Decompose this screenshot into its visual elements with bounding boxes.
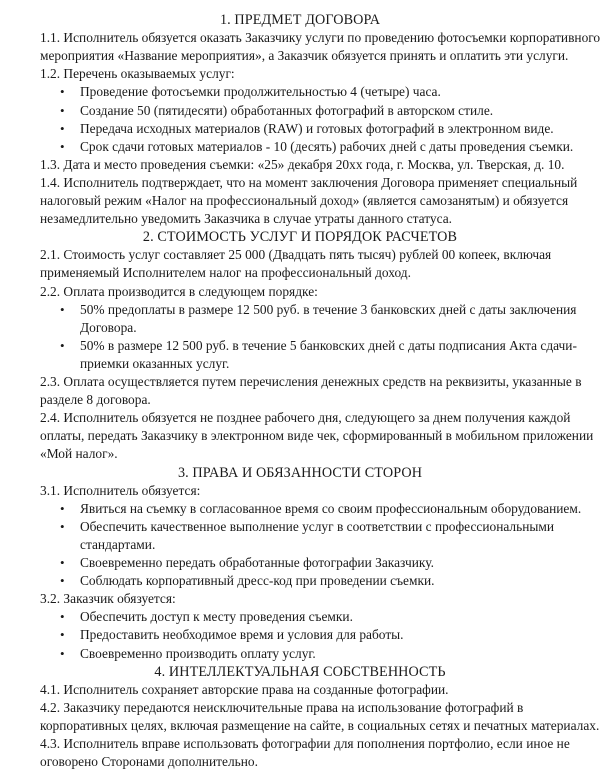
clause-text-line: разделе 8 договора. <box>40 392 151 408</box>
list-item-text-line: Своевременно производить оплату услуг. <box>80 645 316 661</box>
clause-text-line: корпоративных целях, включая размещение на сайте, в социальных сетях и печатных материалах. <box>40 717 600 733</box>
list-item-text-line: Создание 50 (пятидесяти) обработанных фотографий в авторском стиле. <box>80 102 494 118</box>
bullet-icon: • <box>60 500 65 516</box>
list-item-text-line: Явиться на съемку в согласованное время со своим профессиональным оборудованием. <box>80 500 582 516</box>
list-item-text-line: Срок сдачи готовых материалов - 10 (десять) рабочих дней с даты проведения съемки. <box>80 138 574 154</box>
clause-text-line: 1.2. Перечень оказываемых услуг: <box>40 66 235 82</box>
list-item-text-line: Обеспечить качественное выполнение услуг в соответствии с профессиональными <box>80 518 555 534</box>
list-item-text-line: Обеспечить доступ к месту проведения съемки. <box>80 609 353 625</box>
clause-text-line: 2.4. Исполнитель обязуется не позднее рабочего дня, следующего за днем получения каждой <box>40 410 571 426</box>
bullet-icon: • <box>60 573 65 589</box>
clause-text-line: 2.2. Оплата производится в следующем порядке: <box>40 283 318 299</box>
list-item-text-line: стандартами. <box>80 536 156 552</box>
clause-text-line: применяемый Исполнителем налог на профессиональный доход. <box>40 265 411 281</box>
list-item-text-line: Договора. <box>80 319 137 335</box>
section-heading: 1. ПРЕДМЕТ ДОГОВОРА <box>219 12 381 28</box>
list-item-text-line: Соблюдать корпоративный дресс-код при проведении съемки. <box>80 573 435 589</box>
bullet-icon: • <box>60 120 65 136</box>
clause-text-line: мероприятия «Название мероприятия», а Заказчик обязуется принять и оплатить эти услуги. <box>40 48 569 64</box>
list-item-text-line: 50% предоплаты в размере 12 500 руб. в течение 3 банковских дней с даты заключения <box>80 301 577 317</box>
list-item-text-line: Своевременно передать обработанные фотографии Заказчику. <box>80 555 434 570</box>
clause-text-line: 4.3. Исполнитель вправе использовать фотографии для пополнения портфолио, если иное не <box>40 736 570 751</box>
section-heading: 4. ИНТЕЛЛЕКТУАЛЬНАЯ СОБСТВЕННОСТЬ <box>154 663 446 680</box>
bullet-icon: • <box>60 138 65 154</box>
clause-text-line: 4.2. Заказчику передаются неисключительные права на использование фотографий в <box>40 699 524 715</box>
list-item-text-line: Передача исходных материалов (RAW) и готовых фотографий в электронном виде. <box>80 120 554 136</box>
list-item-text-line: 50% в размере 12 500 руб. в течение 5 банковских дней с даты подписания Акта сдачи- <box>80 337 577 353</box>
section-heading: 3. ПРАВА И ОБЯЗАННОСТИ СТОРОН <box>177 464 423 481</box>
bullet-icon: • <box>60 555 65 570</box>
list-item-text-line: Проведение фотосъемки продолжительностью 4 (четыре) часа. <box>80 84 441 100</box>
clause-text-line: 3.2. Заказчик обязуется: <box>40 591 176 607</box>
clause-text-line: 1.3. Дата и место проведения съемки: «25» декабря 20хх года, г. Москва, ул. Тверская, д. 10. <box>40 156 565 172</box>
bullet-icon: • <box>60 337 65 353</box>
section-heading: 2. СТОИМОСТЬ УСЛУГ И ПОРЯДОК РАСЧЕТОВ <box>142 229 458 246</box>
clause-text-line: 4.1. Исполнитель сохраняет авторские права на созданные фотографии. <box>40 681 449 697</box>
list-item-text-line: приемки оказанных услуг. <box>80 355 230 371</box>
clause-text-line: оговорено Сторонами дополнительно. <box>40 754 258 770</box>
bullet-icon: • <box>60 301 65 317</box>
bullet-icon: • <box>60 609 65 625</box>
clause-text-line: 1.4. Исполнитель подтверждает, что на момент заключения Договора применяет специальный <box>40 174 578 190</box>
bullet-icon: • <box>60 84 65 100</box>
bullet-icon: • <box>60 627 65 643</box>
clause-text-line: «Мой налог». <box>40 446 118 462</box>
bullet-icon: • <box>60 645 65 661</box>
clause-text-line: 1.1. Исполнитель обязуется оказать Заказчику услуги по проведению фотосъемки корпоративного <box>40 30 600 46</box>
bullet-icon: • <box>60 518 65 534</box>
clause-text-line: незамедлительно уведомить Заказчика в случае утраты данного статуса. <box>40 211 452 227</box>
bullet-icon: • <box>60 102 65 118</box>
clause-text-line: налоговый режим «Налог на профессиональный доход» (является самозанятым) и обязуется <box>40 193 569 208</box>
clause-text-line: 3.1. Исполнитель обязуется: <box>40 482 201 498</box>
clause-text-line: оплаты, передать Заказчику в электронном виде чек, сформированный в мобильном приложении <box>40 428 594 444</box>
list-item-text-line: Предоставить необходимое время и условия для работы. <box>80 627 404 643</box>
clause-text-line: 2.1. Стоимость услуг составляет 25 000 (Двадцать пять тысяч) рублей 00 копеек, включая <box>40 247 552 263</box>
clause-text-line: 2.3. Оплата осуществляется путем перечисления денежных средств на реквизиты, указанные в <box>40 374 582 389</box>
